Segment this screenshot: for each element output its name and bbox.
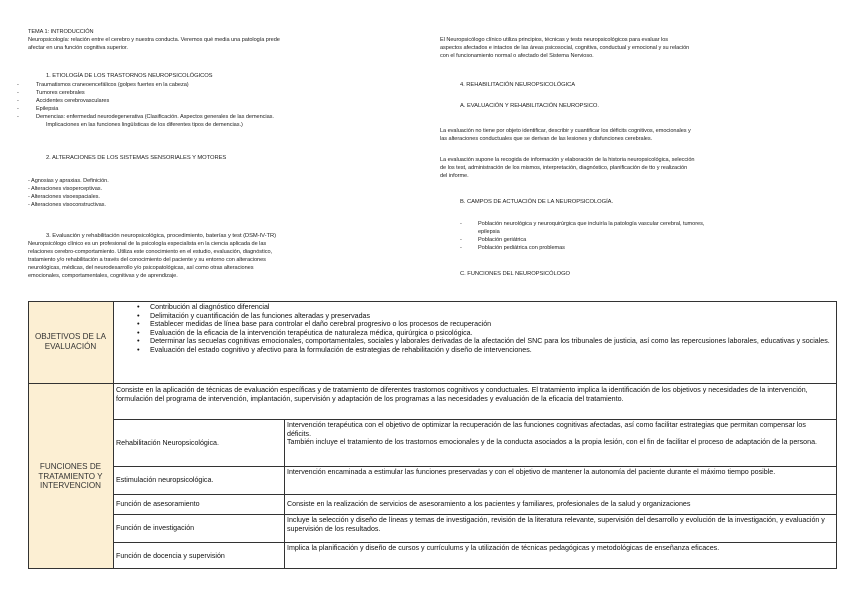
- intro-text-line: Neuropsicología: relación entre el cerebro y nuestra conducta. Veremos qué media una patología prede: [28, 37, 280, 43]
- function-name: Función de docencia y supervisión: [116, 551, 225, 560]
- objective-item: • Delimitación y cuantificación de las funciones alteradas y preservadas: [150, 312, 830, 321]
- section-3-text-line: neurológicas, médicas, del neurodesarrollo y/o psicopatológicas, así como otras alteraciones: [28, 265, 254, 271]
- function-name: Función de asesoramiento: [116, 500, 200, 509]
- intro-text-line: afectar en una función cognitiva superior.: [28, 45, 128, 51]
- alteration-item: - Agnosias y apraxias. Definición.: [28, 178, 109, 184]
- section-3-text-line: tratamiento y/o rehabilitación a través del conocimiento del paciente y su entorno con alteraciones: [28, 257, 266, 263]
- section-2-heading: 2. ALTERACIONES DE LOS SISTEMAS SENSORIALES Y MOTORES: [46, 155, 227, 161]
- table-border: [113, 301, 114, 569]
- table-border: [113, 542, 837, 543]
- function-name-cell: [114, 543, 284, 569]
- section-4-heading: 4. REHABILITACIÓN NEUROPSICOLÓGICA: [460, 82, 576, 88]
- dash-bullet: -: [17, 90, 19, 96]
- dash-bullet: -: [17, 98, 19, 104]
- objectives-label-cell: [28, 301, 113, 383]
- objective-item: • Contribución al diagnóstico diferencial: [150, 303, 830, 312]
- table-border: [113, 466, 837, 467]
- etiology-item: Accidentes cerebrovasculares: [36, 98, 110, 104]
- dash-bullet: -: [17, 114, 19, 120]
- function-description: Implica la planificación y diseño de cursos y currículums y la utilización de técnicas pedagógicas y metodológicas de enseñanza eficaces.: [287, 544, 720, 552]
- objectives-list-cell: [114, 302, 836, 383]
- evaluation-process-line: de los test, administración de los mismos, interpretación, diagnóstico, planificación de tto y realización: [440, 165, 688, 171]
- alteration-item: - Alteraciones visoespaciales.: [28, 194, 100, 200]
- section-3-text-line: Neuropsicólogo clínico es un profesional de la psicología especialista en la ciencia aplicada de las: [28, 241, 267, 247]
- dash-bullet: -: [17, 106, 19, 112]
- objective-item: • Evaluación de la eficacia de la intervención terapéutica de naturaleza médica, quirúrgica o psicológica.: [150, 329, 830, 338]
- function-description: Consiste en la realización de servicios de asesoramiento a los pacientes y familiares, profesionales de la salud y organizaciones: [287, 500, 691, 509]
- function-name-cell: [114, 495, 284, 514]
- function-name: Rehabilitación Neuropsicológica.: [116, 438, 219, 447]
- evaluation-paragraph-line: las alteraciones conductuales que se derivan de las lesiones y disfunciones cerebrales.: [440, 136, 653, 142]
- alteration-item: - Alteraciones visoconstructivas.: [28, 202, 106, 208]
- function-name-cell: [114, 515, 284, 542]
- table-border: [113, 514, 837, 515]
- dash-bullet: -: [460, 237, 462, 243]
- function-description: También incluye el tratamiento de los trastornos emocionales y de la conducta asociados a la propia lesión, con el fin de facilitar el proceso de adaptación de la persona.: [287, 438, 817, 447]
- table-border: [28, 383, 837, 384]
- function-name: Función de investigación: [116, 524, 195, 533]
- function-description: Intervención encaminada a estimular las funciones preservadas y con el objetivo de mantener la autonomía del paciente durante el máximo tiempo posible.: [287, 468, 776, 476]
- objective-item: • Determinar las secuelas cognitivas emocionales, comportamentales, sociales y laborales derivadas de la afectación del SNC para los tribunales de justicia, así como las repercusiones laborales, educativas y sociales.: [150, 337, 830, 346]
- etiology-item: Demencias: enfermedad neurodegenerativa (Clasificación. Aspectos generales de las demencias.: [36, 114, 274, 120]
- section-b-heading: B. CAMPOS DE ACTUACIÓN DE LA NEUROPSICOLOGÍA.: [460, 199, 614, 205]
- functions-label: FUNCIONES DE TRATAMIENTO Y INTERVENCION: [38, 462, 103, 491]
- table-border: [28, 568, 837, 569]
- evaluation-paragraph-line: La evaluación no tiene por objeto identificar, describir y cuantificar los déficits cognitivos, emocionales y: [440, 128, 691, 134]
- table-border: [113, 494, 837, 495]
- etiology-item-continued: Implicaciones en las funciones lingüísticas de los diferentes tipos de demencias.): [46, 122, 243, 128]
- table-border: [28, 301, 29, 569]
- intro-paragraph-line: con el funcionamiento normal o afectado del Sistema Nervioso.: [440, 53, 594, 59]
- dash-bullet: -: [17, 82, 19, 88]
- dash-bullet: -: [460, 245, 462, 251]
- table-border: [28, 301, 837, 302]
- objective-item: • Evaluación del estado cognitivo y afectivo para la formulación de estrategias de rehabilitación y diseño de intervenciones.: [150, 346, 830, 355]
- function-name: Estimulación neuropsicológica.: [116, 476, 214, 485]
- field-item-continued: epilepsia: [478, 229, 500, 235]
- field-item: Población neurológica y neuroquirúrgica que incluiría la patología vascular cerebral, tumores,: [478, 221, 705, 227]
- table-border: [113, 419, 837, 420]
- section-3-heading: 3. Evaluación y rehabilitación neuropsicológica, procedimiento, baterías y test (DSM-IV-TR): [46, 233, 277, 239]
- section-a-heading: A. EVALUACIÓN Y REHABILITACIÓN NEUROPSICO.: [460, 103, 599, 109]
- etiology-item: Traumatismos craneoencefálicos (golpes fuertes en la cabeza): [36, 82, 189, 88]
- section-3-text-line: relaciones cerebro-comportamiento. Utiliza este conocimiento en el estudio, evaluación, diagnóstico,: [28, 249, 273, 255]
- function-description: Incluye la selección y diseño de líneas y temas de investigación, revisión de la literatura relevante, supervisión del desarrollo y evolución de la investigación, y evaluación y supervisión de los resultados.: [287, 516, 825, 533]
- function-description-cell: [285, 543, 835, 569]
- function-description-cell: [285, 495, 835, 514]
- functions-label-cell: [28, 384, 113, 569]
- intro-paragraph-line: El Neuropsicólogo clínico utiliza principios, técnicas y tests neuropsicológicos para evaluar los: [440, 37, 669, 43]
- function-description-cell: [285, 467, 835, 494]
- dash-bullet: -: [460, 221, 462, 227]
- etiology-item: Tumores cerebrales: [36, 90, 85, 96]
- topic-title: TEMA 1: INTRODUCCIÓN: [28, 29, 94, 35]
- section-3-text-line: emocionales, comportamentales, cognitivas y de aprendizaje.: [28, 273, 178, 279]
- functions-table: [28, 301, 837, 569]
- treatment-intro-text: Consiste en la aplicación de técnicas de evaluación específicas y de tratamiento de diferentes trastornos cognitivos y conductuales. El tratamiento implica la identificación de los objetivos y necesidades de la intervención, formulación del programa de intervención, implantación, supervisión y adaptación de los programas a las necesidades y evaluación de la eficacia del tratamiento.: [116, 386, 808, 403]
- section-c-heading: C. FUNCIONES DEL NEUROPSICÓLOGO: [460, 271, 571, 277]
- field-item: Población geriátrica: [478, 237, 527, 243]
- table-border: [284, 419, 285, 569]
- treatment-intro-cell: [114, 385, 835, 419]
- objective-item: • Establecer medidas de línea base para controlar el daño cerebral progresivo o los procesos de recuperación: [150, 320, 830, 329]
- function-description-cell: [285, 515, 835, 542]
- field-item: Población pediátrica con problemas: [478, 245, 565, 251]
- objectives-list: [114, 303, 830, 355]
- table-border: [836, 301, 837, 569]
- etiology-item: Epilepsia: [36, 106, 59, 112]
- intro-paragraph-line: aspectos afectados e intactos de las áreas psicosocial, cognitiva, conductual y emocional y su relación: [440, 45, 690, 51]
- objectives-label: OBJETIVOS DE LA EVALUACIÓN: [34, 332, 107, 351]
- evaluation-process-line: La evaluación supone la recogida de información y elaboración de la historia neuropsicológica, selección: [440, 157, 695, 163]
- function-description: Intervención terapéutica con el objetivo de optimizar la recuperación de las funciones cognitivas afectadas, así como facilitar estrategias que permitan compensar los déficits.: [287, 421, 806, 438]
- alteration-item: - Alteraciones visoperceptivas.: [28, 186, 103, 192]
- section-1-heading: 1. ETIOLOGÍA DE LOS TRASTORNOS NEUROPSICOLÓGICOS: [46, 73, 213, 79]
- function-name-cell: [114, 467, 284, 494]
- function-name-cell: [114, 420, 284, 466]
- function-description-cell: [285, 420, 835, 466]
- evaluation-process-line: del informe.: [440, 173, 469, 179]
